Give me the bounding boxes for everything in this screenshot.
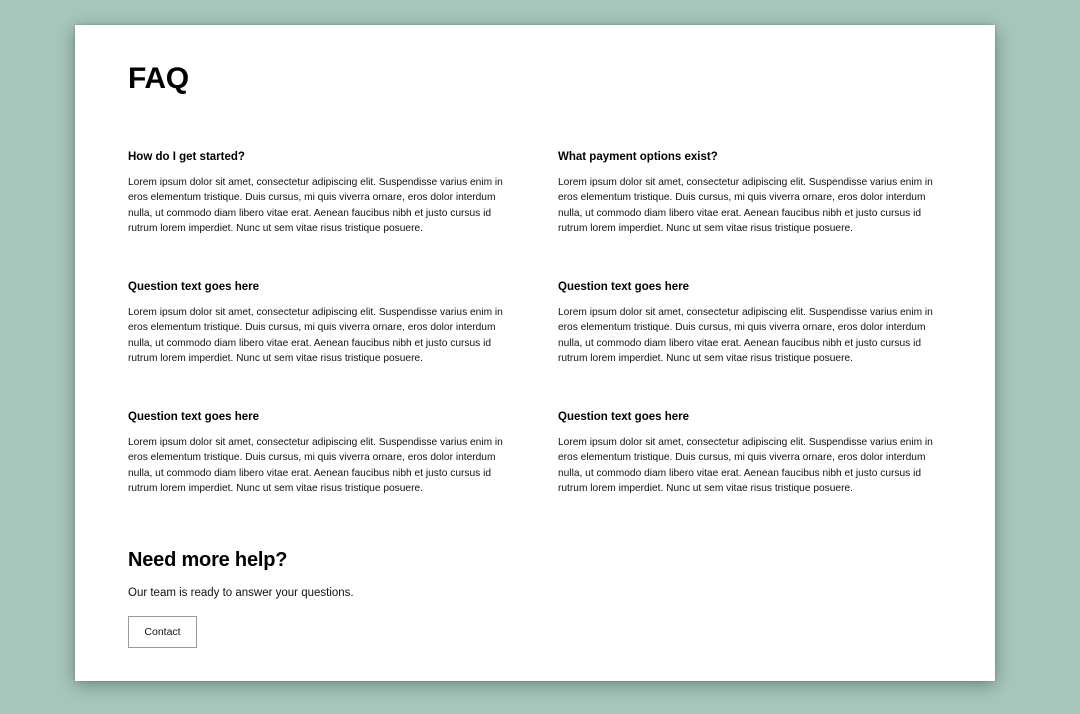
faq-answer: Lorem ipsum dolor sit amet, consectetur adipiscing elit. Suspendisse varius enim in eros elementum tristique. Duis cursus, mi quis viverra ornare, eros dolor interdum nulla, ut commodo diam libero vitae erat. Aenean faucibus nibh et justo cursus id rutrum lorem imperdiet. Nunc ut sem vitae risus tristique posuere. (128, 177, 503, 234)
faq-answer: Lorem ipsum dolor sit amet, consectetur adipiscing elit. Suspendisse varius enim in eros elementum tristique. Duis cursus, mi quis viverra ornare, eros dolor interdum nulla, ut commodo diam libero vitae erat. Aenean faucibus nibh et justo cursus id rutrum lorem imperdiet. Nunc ut sem vitae risus tristique posuere. (558, 177, 933, 234)
faq-grid (128, 149, 948, 539)
faq-answer: Lorem ipsum dolor sit amet, consectetur adipiscing elit. Suspendisse varius enim in eros elementum tristique. Duis cursus, mi quis viverra ornare, eros dolor interdum nulla, ut commodo diam libero vitae erat. Aenean faucibus nibh et justo cursus id rutrum lorem imperdiet. Nunc ut sem vitae risus tristique posuere. (128, 437, 503, 494)
faq-item (558, 279, 948, 409)
contact-button[interactable]: Contact (128, 616, 197, 648)
faq-question: Question text goes here (558, 411, 690, 423)
faq-question: Question text goes here (128, 281, 260, 293)
faq-answer: Lorem ipsum dolor sit amet, consectetur adipiscing elit. Suspendisse varius enim in eros elementum tristique. Duis cursus, mi quis viverra ornare, eros dolor interdum nulla, ut commodo diam libero vitae erat. Aenean faucibus nibh et justo cursus id rutrum lorem imperdiet. Nunc ut sem vitae risus tristique posuere. (558, 437, 933, 494)
faq-question: Question text goes here (558, 281, 690, 293)
faq-answer: Lorem ipsum dolor sit amet, consectetur adipiscing elit. Suspendisse varius enim in eros elementum tristique. Duis cursus, mi quis viverra ornare, eros dolor interdum nulla, ut commodo diam libero vitae erat. Aenean faucibus nibh et justo cursus id rutrum lorem imperdiet. Nunc ut sem vitae risus tristique posuere. (558, 307, 933, 364)
help-section (128, 547, 354, 648)
faq-item (558, 409, 948, 539)
faq-item (128, 279, 558, 409)
faq-item (128, 409, 558, 539)
faq-item (128, 149, 558, 279)
faq-answer: Lorem ipsum dolor sit amet, consectetur adipiscing elit. Suspendisse varius enim in eros elementum tristique. Duis cursus, mi quis viverra ornare, eros dolor interdum nulla, ut commodo diam libero vitae erat. Aenean faucibus nibh et justo cursus id rutrum lorem imperdiet. Nunc ut sem vitae risus tristique posuere. (128, 307, 503, 364)
faq-question: What payment options exist? (558, 151, 718, 163)
faq-question: Question text goes here (128, 411, 260, 423)
faq-card (75, 25, 995, 681)
faq-item (558, 149, 948, 279)
faq-question: How do I get started? (128, 151, 245, 163)
page-title: FAQ (128, 62, 189, 95)
help-subtitle: Our team is ready to answer your questions. (128, 587, 354, 599)
help-title: Need more help? (128, 549, 288, 571)
